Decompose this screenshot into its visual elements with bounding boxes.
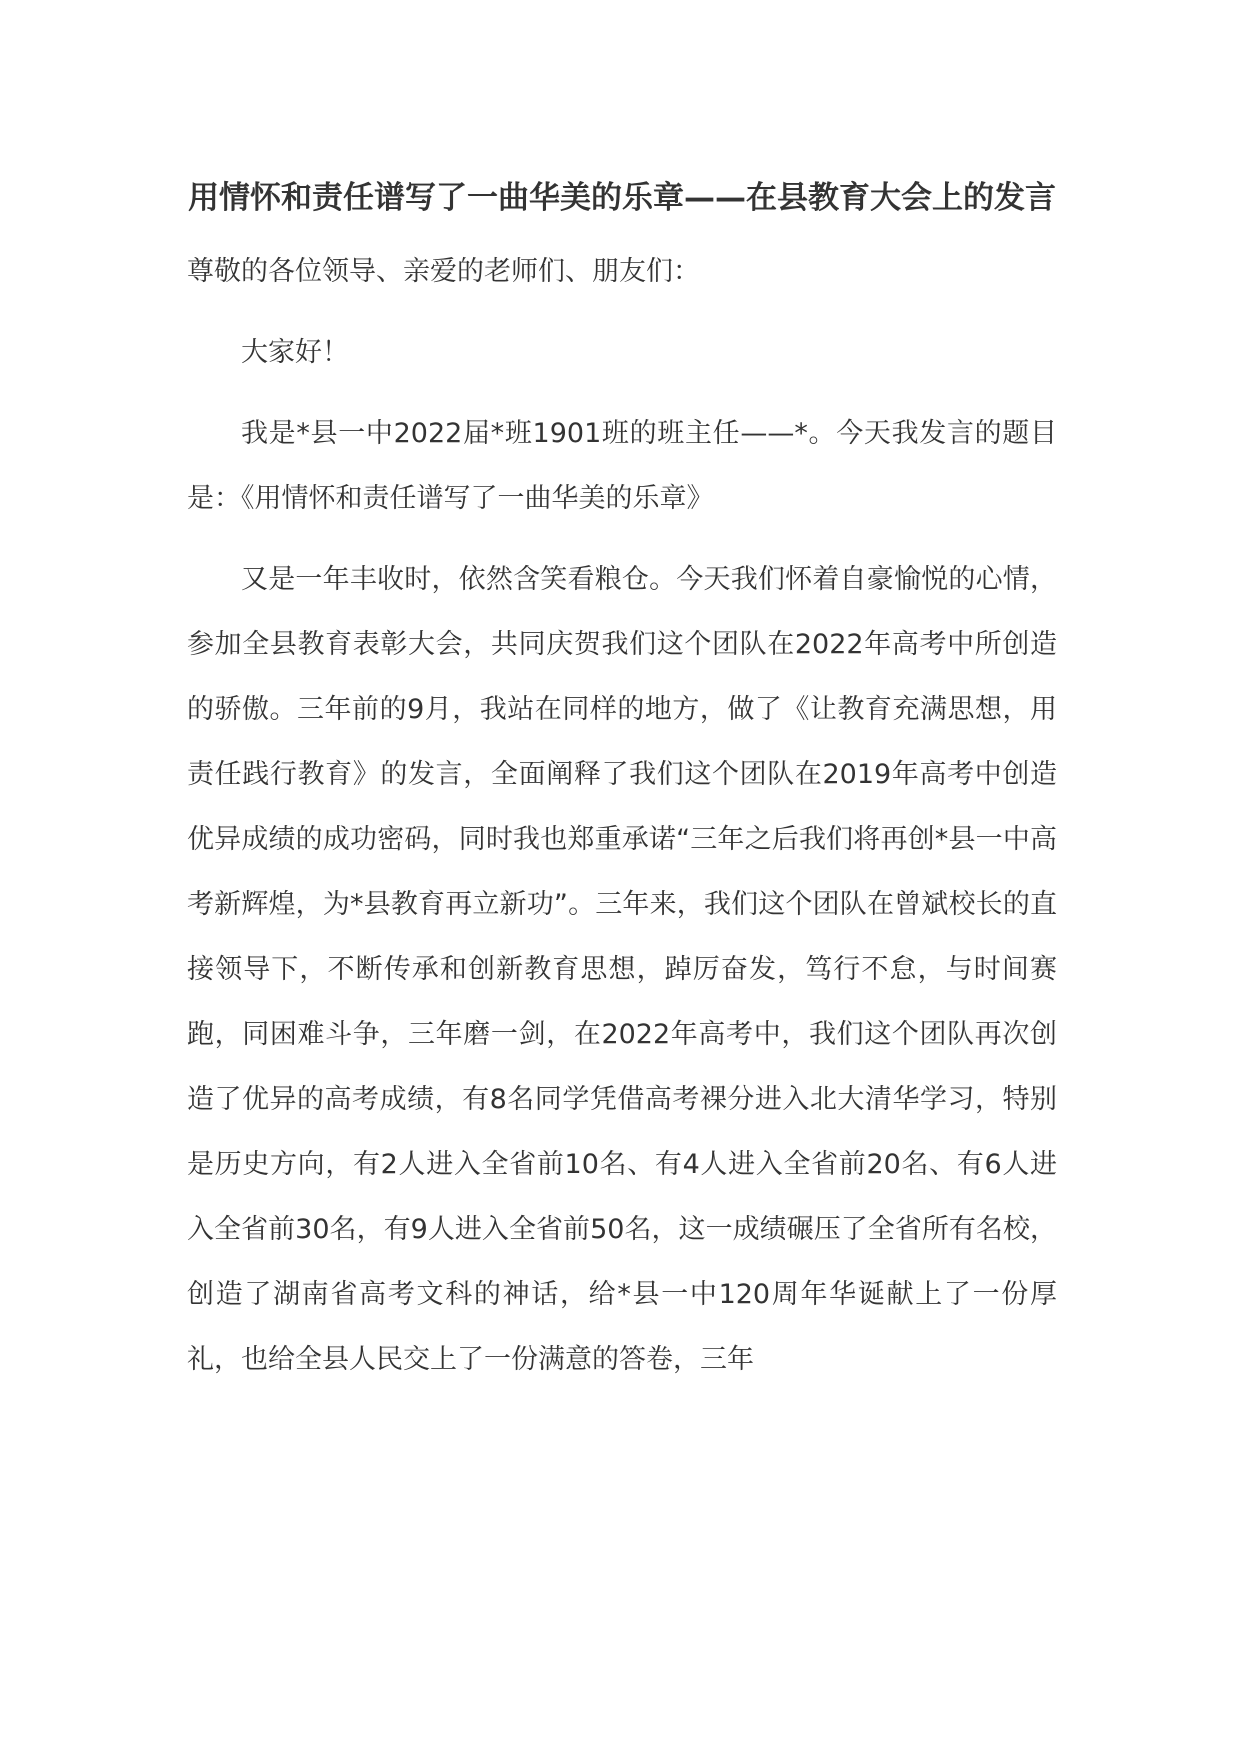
document-body: [187, 166, 1057, 1392]
paragraph-main: 又是一年丰收时，依然含笑看粮仓。今天我们怀着自豪愉悦的心情，参加全县教育表彰大会，共同庆贺我们这个团队在2022年高考中所创造的骄傲。三年前的9月，我站在同样的地方，做了《让教育充满思想，用责任践行教育》的发言，全面阐释了我们这个团队在2019年高考中创造优异成绩的成功密码，同时我也郑重承诺“三年之后我们将再创*县一中高考新辉煌，为*县教育再立新功”。三年来，我们这个团队在曾斌校长的直接领导下，不断传承和创新教育思想，踔厉奋发，笃行不怠，与时间赛跑，同困难斗争，三年磨一剑，在2022年高考中，我们这个团队再次创造了优异的高考成绩，有8名同学凭借高考裸分进入北大清华学习，特别是历史方向，有2人进入全省前10名、有4人进入全省前20名、有6人进入全省前30名，有9人进入全省前50名，这一成绩碾压了全省所有名校，创造了湖南省高考文科的神话，给*县一中120周年华诞献上了一份厚礼，也给全县人民交上了一份满意的答卷，三年: [187, 564, 1057, 1375]
document-title: 用情怀和责任谱写了一曲华美的乐章——在县教育大会上的发言: [188, 180, 1056, 216]
salutation: 尊敬的各位领导、亲爱的老师们、朋友们：: [187, 256, 700, 287]
paragraph-greeting: 大家好！: [241, 337, 349, 368]
paragraph-introduction: 我是*县一中2022届*班1901班的班主任——*。今天我发言的题目是：《用情怀和责任谱写了一曲华美的乐章》: [187, 418, 1057, 514]
